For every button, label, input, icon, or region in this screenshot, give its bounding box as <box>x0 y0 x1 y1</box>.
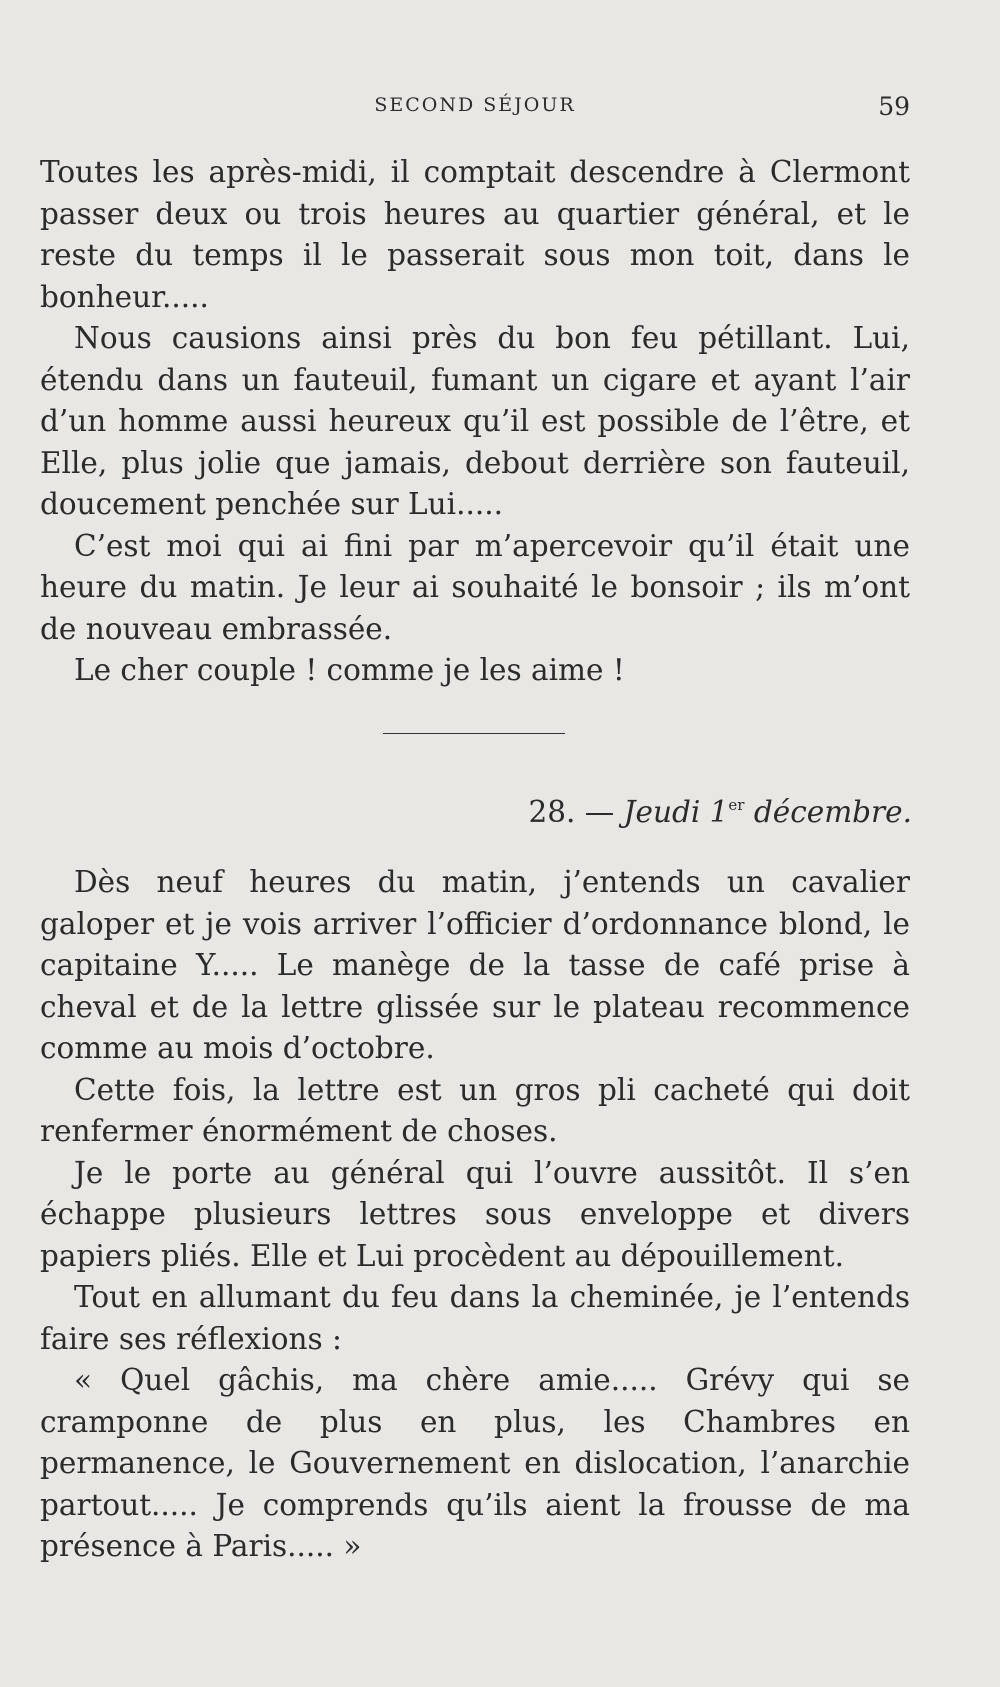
paragraph: Dès neuf heures du matin, j’entends un cavalier galoper et je vois arriver l’officier d’ordonnance blond, le capitaine Y..... Le manège de la tasse de café prise à cheval et de la lettre glissée sur le plateau recommence comme au mois d’octobre. <box>40 865 910 1065</box>
text-block-2 <box>40 862 910 1568</box>
entry-day: Jeudi 1 <box>623 795 729 829</box>
entry-day-suffix: er <box>728 796 745 814</box>
paragraph: Toutes les après-midi, il comptait descendre à Clermont passer deux ou trois heures au quartier général, et le reste du temps il le passerait sous mon toit, dans le bonheur..... <box>40 155 910 314</box>
entry-month: décembre. <box>753 795 912 829</box>
paragraph: Nous causions ainsi près du bon feu pétillant. Lui, étendu dans un fauteuil, fumant un cigare et ayant l’air d’un homme aussi heureux qu’il est possible de l’être, et Elle, plus jolie que jamais, debout derrière son fauteuil, doucement penchée sur Lui..... <box>40 321 910 521</box>
paragraph: C’est moi qui ai fini par m’apercevoir qu’il était une heure du matin. Je leur ai souhaité le bonsoir ; ils m’ont de nouveau embrassée. <box>40 528 910 646</box>
text-block-1 <box>40 152 910 692</box>
section-divider <box>383 733 565 734</box>
paragraph: Tout en allumant du feu dans la cheminée, je l’entends faire ses réflexions : <box>40 1280 910 1356</box>
paragraph: « Quel gâchis, ma chère amie..... Grévy qui se cramponne de plus en plus, les Chambres en permanence, le Gouvernement en dislocation, l’anarchie partout..... Je comprends qu’ils aient la frousse de ma présence à Paris..... » <box>40 1363 910 1563</box>
entry-number: 28. — <box>528 795 615 829</box>
paragraph: Je le porte au général qui l’ouvre aussitôt. Il s’en échappe plusieurs lettres sous enveloppe et divers papiers pliés. Elle et Lui procèdent au dépouillement. <box>40 1155 910 1273</box>
entry-date <box>624 795 912 829</box>
page-number: 59 <box>878 92 910 121</box>
running-head <box>40 92 910 122</box>
entry-heading <box>528 792 912 832</box>
paragraph: Le cher couple ! comme je les aime ! <box>74 653 625 687</box>
running-title: SECOND SÉJOUR <box>374 94 576 116</box>
paragraph: Cette fois, la lettre est un gros pli cacheté qui doit renfermer énormément de choses. <box>40 1072 910 1148</box>
